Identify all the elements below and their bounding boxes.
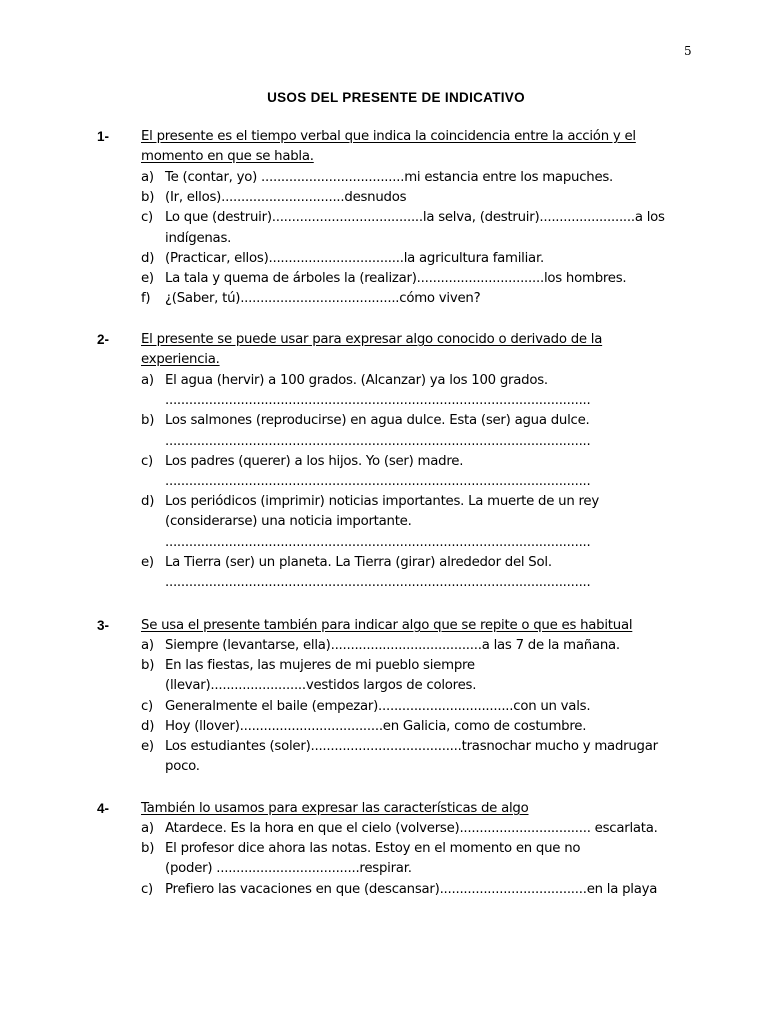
exercise-item bbox=[141, 289, 721, 309]
exercise-item bbox=[141, 269, 721, 289]
item-text: La Tierra (ser) un planeta. La Tierra (girar) alrededor del Sol. bbox=[165, 554, 552, 570]
section-heading-line: El presente es el tiempo verbal que indica la coincidencia entre la acción y el bbox=[141, 129, 636, 144]
item-text: indígenas. bbox=[165, 230, 232, 246]
item-text: Te (contar, yo) ....................................mi estancia entre los mapuches. bbox=[165, 170, 614, 185]
section-number: 1- bbox=[97, 129, 110, 144]
section-heading-line: momento en que se habla. bbox=[141, 149, 314, 165]
section-heading bbox=[141, 799, 701, 819]
item-text: (considerarse) una noticia importante. bbox=[165, 514, 412, 530]
item-text: Hoy (llover)....................................en Galicia, como de costumbre. bbox=[165, 718, 587, 734]
exercise-list bbox=[141, 819, 721, 900]
exercise-item bbox=[141, 697, 721, 717]
item-text: Prefiero las vacaciones en que (descansar).....................................en la playa bbox=[165, 881, 658, 897]
exercise-list bbox=[141, 636, 721, 777]
item-text: Atardece. Es la hora en que el cielo (volverse)................................. escarlata. bbox=[165, 821, 658, 836]
item-letter: c) bbox=[141, 453, 153, 469]
item-text: Los salmones (reproducirse) en agua dulce. Esta (ser) agua dulce. bbox=[165, 413, 590, 429]
item-text: La tala y quema de árboles la (realizar)................................los hombres. bbox=[165, 271, 627, 287]
item-text: ¿(Saber, tú)........................................cómo viven? bbox=[165, 291, 481, 307]
item-text: El agua (hervir) a 100 grados. (Alcanzar) ya los 100 grados. bbox=[165, 373, 548, 388]
item-letter: e) bbox=[141, 271, 154, 287]
exercise-item bbox=[141, 208, 721, 248]
item-text: Los estudiantes (soler)......................................trasnochar mucho y madrugar bbox=[165, 739, 658, 755]
item-text: En las fiestas, las mujeres de mi pueblo siempre bbox=[165, 658, 475, 674]
item-text: (poder) ....................................respirar. bbox=[165, 861, 412, 877]
exercise-item bbox=[141, 737, 721, 777]
page-title: USOS DEL PRESENTE DE INDICATIVO bbox=[267, 90, 525, 105]
item-letter: d) bbox=[141, 250, 155, 266]
item-letter: a) bbox=[141, 821, 154, 836]
answer-line: ........................................................................................................... bbox=[165, 534, 591, 550]
item-text: Lo que (destruir)......................................la selva, (destruir)........................a los bbox=[165, 210, 665, 226]
item-letter: f) bbox=[141, 291, 151, 307]
exercise-item bbox=[141, 717, 721, 737]
item-text: El profesor dice ahora las notas. Estoy en el momento en que no bbox=[165, 841, 581, 857]
item-letter: e) bbox=[141, 554, 154, 570]
item-letter: d) bbox=[141, 494, 155, 510]
exercise-list bbox=[141, 371, 721, 593]
item-text: Siempre (levantarse, ella)......................................a las 7 de la mañana. bbox=[165, 638, 620, 653]
item-letter: b) bbox=[141, 658, 155, 674]
item-text: Los periódicos (imprimir) noticias importantes. La muerte de un rey bbox=[165, 494, 599, 510]
exercise-item bbox=[141, 839, 721, 879]
exercise-item bbox=[141, 819, 721, 839]
answer-line: ........................................................................................................... bbox=[165, 474, 591, 490]
item-letter: d) bbox=[141, 718, 155, 734]
answer-line: ........................................................................................................... bbox=[165, 433, 591, 449]
answer-line: ........................................................................................................... bbox=[165, 393, 591, 409]
exercise-item bbox=[141, 411, 721, 451]
item-letter: c) bbox=[141, 698, 153, 714]
item-letter: b) bbox=[141, 190, 155, 206]
item-text: Generalmente el baile (empezar)..................................con un vals. bbox=[165, 698, 591, 714]
section-heading bbox=[141, 616, 701, 636]
item-letter: e) bbox=[141, 739, 154, 755]
answer-line: ........................................................................................................... bbox=[165, 575, 591, 591]
exercise-item bbox=[141, 880, 721, 900]
section-number: 3- bbox=[97, 618, 110, 633]
item-text: Los padres (querer) a los hijos. Yo (ser) madre. bbox=[165, 453, 464, 469]
exercise-item bbox=[141, 249, 721, 269]
item-letter: c) bbox=[141, 881, 153, 897]
item-text: poco. bbox=[165, 759, 200, 775]
exercise-item bbox=[141, 636, 721, 656]
item-text: (Practicar, ellos)..................................la agricultura familiar. bbox=[165, 250, 544, 266]
section-heading-line: También lo usamos para expresar las características de algo bbox=[141, 801, 529, 816]
section-heading-line: Se usa el presente también para indicar algo que se repite o que es habitual bbox=[141, 618, 633, 633]
section-heading-line: El presente se puede usar para expresar algo conocido o derivado de la bbox=[141, 332, 603, 347]
page-number: 5 bbox=[684, 44, 692, 58]
exercise-item bbox=[141, 452, 721, 492]
exercise-item bbox=[141, 168, 721, 188]
exercise-item bbox=[141, 188, 721, 208]
item-letter: b) bbox=[141, 413, 155, 429]
section-heading bbox=[141, 127, 701, 167]
item-letter: a) bbox=[141, 638, 154, 653]
item-letter: a) bbox=[141, 170, 154, 185]
exercise-item bbox=[141, 656, 721, 696]
section-heading-line: experiencia. bbox=[141, 352, 220, 368]
section-number: 2- bbox=[97, 332, 110, 347]
item-text: (Ir, ellos)...............................desnudos bbox=[165, 190, 407, 206]
exercise-item bbox=[141, 553, 721, 593]
exercise-item bbox=[141, 492, 721, 553]
item-text: (llevar)........................vestidos largos de colores. bbox=[165, 678, 477, 694]
exercise-item bbox=[141, 371, 721, 411]
section-number: 4- bbox=[97, 801, 110, 816]
item-letter: b) bbox=[141, 841, 155, 857]
exercise-list bbox=[141, 168, 721, 309]
section-heading bbox=[141, 330, 701, 370]
item-letter: c) bbox=[141, 210, 153, 226]
item-letter: a) bbox=[141, 373, 154, 388]
